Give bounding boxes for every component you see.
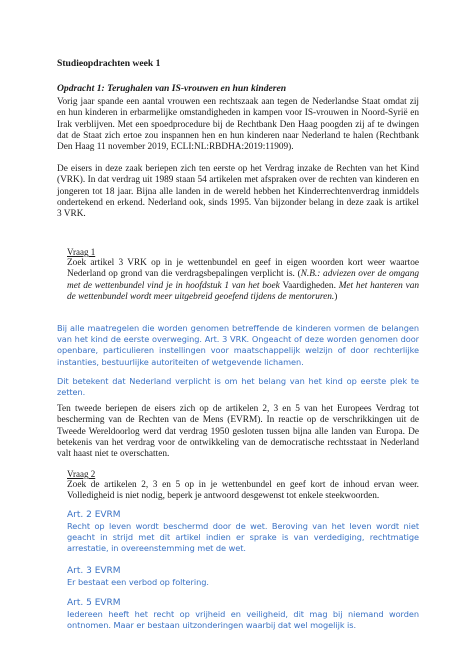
document-title: Studieopdrachten week 1 (57, 58, 161, 69)
intro-paragraph: Vorig jaar spande een aantal vrouwen een rechtszaak aan tegen de Nederlandse Staat omdat zij en hun kinderen in erbarmelijke omstandigheden in kampen voor IS-vrouwen in Noord-Syrië en Irak verblijven. Met een spoedprocedure bij de Rechtbank Den Haag poogden zij af te dwingen dat de Staat zich ertoe zou inspannen hen en hun kinderen naar Nederland te halen (Rechtbank Den Haag 11 november 2019, ECLI:NL:RBDHA:2019:11909). (57, 97, 419, 153)
answer-art5-heading: Art. 5 EVRM (67, 598, 121, 608)
answer-1-conclusion: Dit betekent dat Nederland verplicht is om het belang van het kind op eerste plek te zetten. (57, 376, 419, 398)
question-1-text: Zoek artikel 3 VRK op in je wettenbundel en geef in eigen woorden kort weer waartoe Nederland op grond van die verdragsbepalingen verplicht is. (N.B.: adviezen over de omgang met de wettenbundel vind je in hoofdstuk 1 van het boek Vaardigheden. Met het hanteren van de wettenbundel wordt meer uitgebreid geoefend tijdens de mentoruren.) (67, 258, 420, 303)
question-1-label: Vraag 1 (67, 247, 96, 257)
answer-art2-text: Recht op leven wordt beschermd door de wet. Beroving van het leven wordt niet geacht in strijd met dit artikel indien er sprake is van verdediging, rechtmatige arrestatie, in overeenstemming met de wet. (67, 521, 419, 554)
answer-art2-heading: Art. 2 EVRM (67, 510, 121, 520)
question-1-note-2: Met het hanteren van de wettenbundel wordt meer uitgebreid geoefend tijdens de mentoruren. (67, 280, 420, 303)
vrk-paragraph: De eisers in deze zaak beriepen zich ten eerste op het Verdrag inzake de Rechten van het Kind (VRK). In dat verdrag uit 1989 staan 54 artikelen met afspraken over de rechten van kinderen en jongeren tot 18 jaar. Bijna alle landen in de wereld hebben het Kinderrechtenverdrag inmiddels ondertekend en erkend. Nederland ook, sinds 1995. Van bijzonder belang in deze zaak is artikel 3 VRK. (57, 164, 419, 220)
question-2-text: Zoek de artikelen 2, 3 en 5 op in je wettenbundel en geef kort de inhoud ervan weer. Volledigheid is niet nodig, beperk je antwoord desgewenst tot enkele steekwoorden. (67, 480, 419, 502)
question-1-note: N.B.: adviezen over de omgang met de wettenbundel vind je in hoofdstuk 1 van het boek (67, 269, 419, 291)
evrm-paragraph: Ten tweede beriepen de eisers zich op de artikelen 2, 3 en 5 van het Europees Verdrag tot bescherming van de Rechten van de Mens (EVRM). In reactie op de verschrikkingen uit de Tweede Wereldoorlog werd dat verdrag 1950 gesloten tussen bijna alle landen van Europa. De betekenis van het verdrag voor de ontwikkeling van de democratische rechtsstaat in Nederland valt haast niet te overschatten. (57, 404, 419, 460)
assignment-subtitle: Opdracht 1: Terughalen van IS-vrouwen en hun kinderen (57, 83, 287, 94)
question-1-book: Vaardigheden. (282, 280, 336, 291)
question-1-body: Zoek artikel 3 VRK op in je wettenbundel en geef in eigen woorden kort weer waartoe Nederland op grond van die verdragsbepalingen verplicht is. (67, 258, 419, 280)
question-2-label: Vraag 2 (67, 469, 96, 479)
answer-art3-heading: Art. 3 EVRM (67, 566, 121, 576)
answer-1-paragraph: Bij alle maatregelen die worden genomen betreffende de kinderen vormen de belangen van het kind de eerste overweging. Art. 3 VRK. Ongeacht of deze worden genomen door openbare, particulieren instellingen voor maatschappelijk welzijn of door rechterlijke instanties, bestuurlijke autoriteiten of wetgevende lichamen. (57, 323, 419, 367)
answer-art5-text: Iedereen heeft het recht op vrijheid en veiligheid, dit mag bij niemand worden ontnomen. Maar er bestaan uitzonderingen waarbij dat wel mogelijk is. (67, 609, 419, 631)
answer-art3-text: Er bestaat een verbod op foltering. (67, 577, 209, 587)
